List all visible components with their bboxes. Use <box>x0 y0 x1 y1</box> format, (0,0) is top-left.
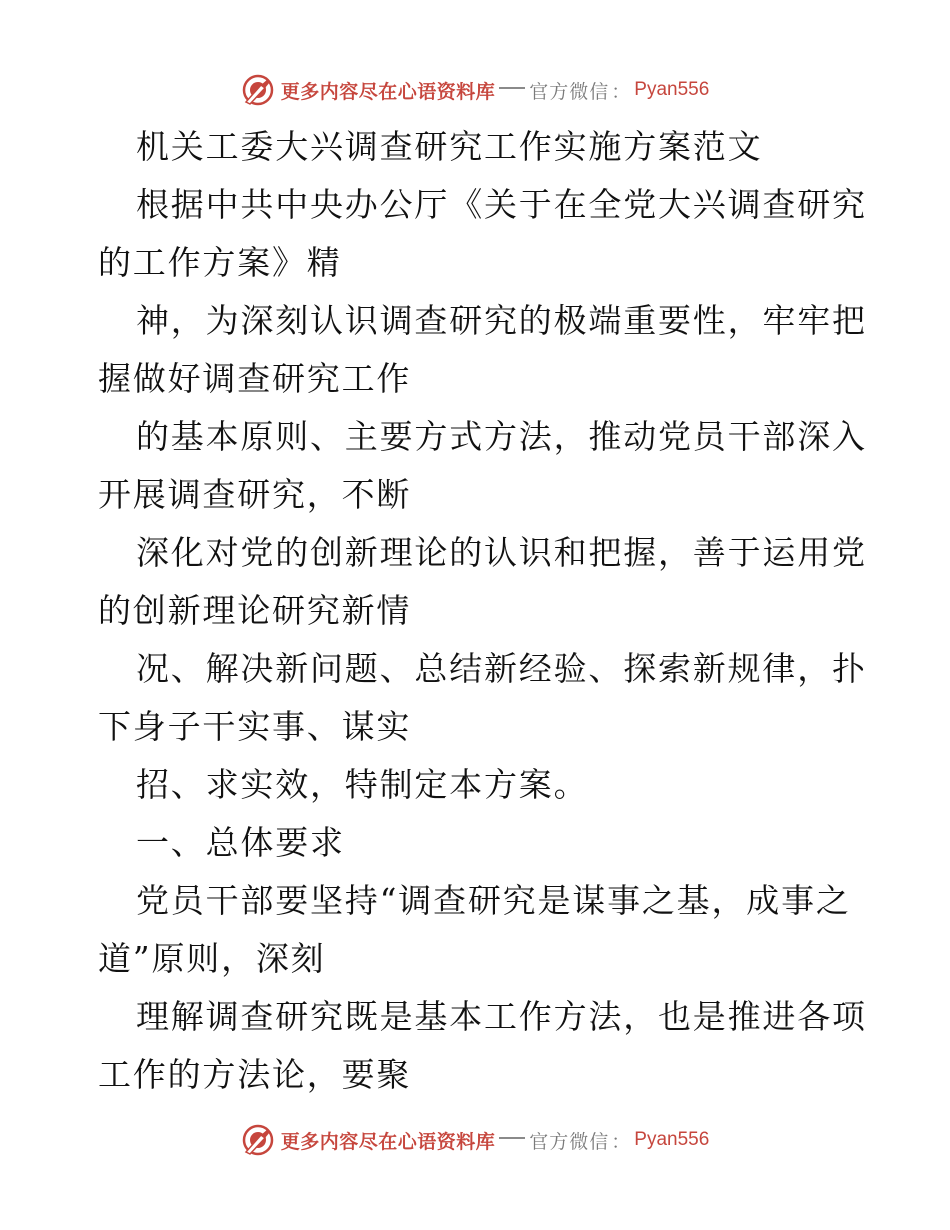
banner-wechat-id: Pyan556 <box>634 1129 710 1150</box>
banner-dash <box>499 87 525 89</box>
banner-main-text: 更多内容尽在心语资料库 <box>280 80 496 103</box>
banner-wechat-id: Pyan556 <box>634 79 710 100</box>
banner-separator: ： <box>611 80 631 103</box>
text-line: 根据中共中央办公厅《关于在全党大兴调查研究 <box>136 185 867 224</box>
footer-banner <box>0 1120 950 1160</box>
text-line: 党员干部要坚持“调查研究是谋事之基，成事之 <box>136 881 851 920</box>
document-title: 机关工委大兴调查研究工作实施方案范文 <box>136 127 763 166</box>
text-line: 神，为深刻认识调查研究的极端重要性，牢牢把 <box>136 301 867 340</box>
pen-logo-icon <box>241 1123 275 1157</box>
banner-label: 官方微信 <box>529 1130 610 1153</box>
text-line: 深化对党的创新理论的认识和把握，善于运用党 <box>136 533 867 572</box>
banner-main-text: 更多内容尽在心语资料库 <box>280 1130 496 1153</box>
text-line: 工作的方法论，要聚 <box>98 1055 412 1094</box>
text-line: 况、解决新问题、总结新经验、探索新规律，扑 <box>136 649 867 688</box>
banner-dash <box>499 1137 525 1139</box>
text-line: 开展调查研究，不断 <box>98 475 412 514</box>
text-line: 握做好调查研究工作 <box>98 359 412 398</box>
text-line: 理解调查研究既是基本工作方法，也是推进各项 <box>136 997 867 1036</box>
text-line: 的创新理论研究新情 <box>98 591 412 630</box>
text-line: 招、求实效，特制定本方案。 <box>136 765 589 804</box>
text-line: 的工作方案》精 <box>98 243 342 282</box>
header-banner <box>0 70 950 110</box>
banner-label: 官方微信 <box>529 80 610 103</box>
document-body <box>98 118 867 1104</box>
text-line: 下身子干实事、谋实 <box>98 707 412 746</box>
section-heading: 一、总体要求 <box>136 823 345 862</box>
text-line: 的基本原则、主要方式方法，推动党员干部深入 <box>136 417 867 456</box>
text-line: 道”原则，深刻 <box>98 939 326 978</box>
banner-separator: ： <box>611 1130 631 1153</box>
pen-logo-icon <box>241 73 275 107</box>
